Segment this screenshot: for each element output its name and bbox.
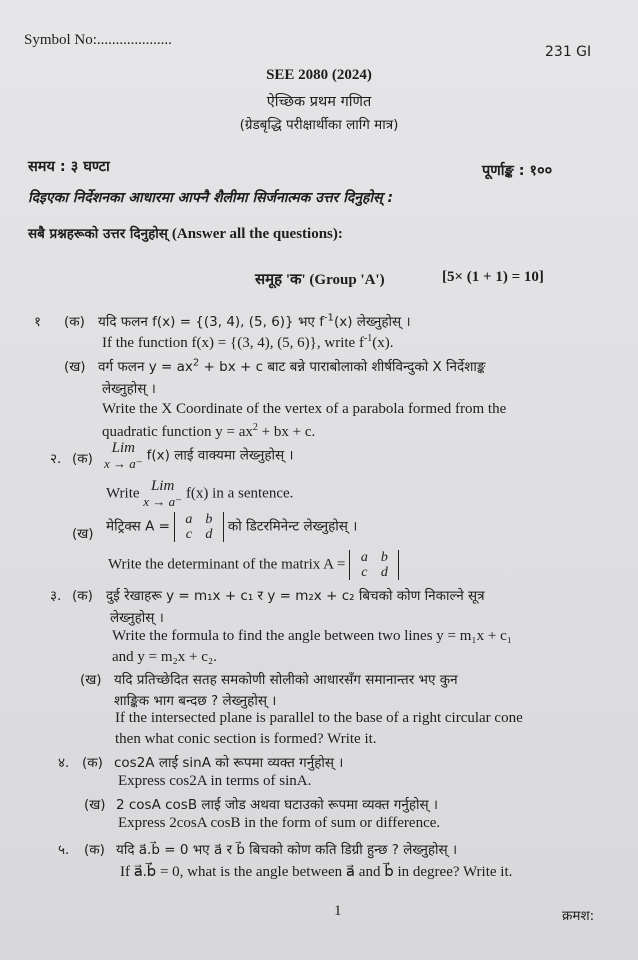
q3b-label: (ख) xyxy=(80,672,102,688)
q1a-en: If the function f(x) = {(3, 4), (5, 6)}, write $f^{-1}(x)$. xyxy=(102,333,394,351)
q3a-np-line2: लेख्नुहोस् । xyxy=(110,610,164,626)
q3b-np-line1: यदि प्रतिच्छेदित सतह समकोणी सोलीको आधारसँग समानान्तर भए कुन xyxy=(114,672,458,688)
limit-notation-en: Lim x → a⁻ xyxy=(143,478,182,509)
page-number: 1 xyxy=(334,903,342,919)
q4b-en: Express 2cosA cosB in the form of sum or difference. xyxy=(118,815,441,831)
q2a-en: Write Lim x → a⁻f(x) in a sentence. xyxy=(106,478,294,509)
q1a-np: यदि फलन f(x) = {(3, 4), (5, 6)} भए $f^{-1}(x)$ लेख्नुहोस् । xyxy=(98,312,411,330)
q2a-np: Lim x → a⁻ f(x) लाई वाक्यमा लेख्नुहोस् । xyxy=(104,440,294,471)
q3a-en-line2: and y = m₂x + c₂. xyxy=(112,649,217,665)
exam-note: (ग्रेडबृद्धि परीक्षार्थीका लागि मात्र) xyxy=(239,117,399,133)
answer-all-np: सबै प्रश्नहरूको उत्तर दिनुहोस् xyxy=(28,226,168,242)
q3a-label: (क) xyxy=(72,588,93,604)
symbol-number: Symbol No:.................... xyxy=(24,32,172,48)
q3-number: ३. xyxy=(50,588,62,604)
time-limit: समय : ३ घण्टा xyxy=(28,159,110,175)
answer-all xyxy=(28,224,343,243)
q4a-en: Express cos2A in terms of sinA. xyxy=(118,773,312,789)
matrix-a-en: a b c d xyxy=(349,550,399,580)
subject-title: ऐच्छिक प्रथम गणित xyxy=(266,94,372,110)
q2b-en: Write the determinant of the matrix A = a b c d xyxy=(108,550,399,580)
q4b-np: 2 cosA cosB लाई जोड अथवा घटाउको रूपमा व्यक्त गर्नुहोस् । xyxy=(116,797,439,813)
q5a-en: If a⃗.b⃗ = 0, what is the angle between a⃗ and b⃗ in degree? Write it. xyxy=(120,864,513,880)
q1b-np-line2: लेख्नुहोस् । xyxy=(102,381,156,397)
q4a-label: (क) xyxy=(82,755,103,771)
q4-number: ४. xyxy=(58,755,70,771)
q5a-label: (क) xyxy=(84,842,105,858)
q2-number: २. xyxy=(50,451,62,467)
group-title: समूह 'क' (Group 'A') xyxy=(255,272,385,288)
q2b-label: (ख) xyxy=(72,526,94,542)
continued-label: क्रमश: xyxy=(562,908,595,924)
q5a-np: यदि a⃗.b⃗ = 0 भए a⃗ र b⃗ बिचको कोण कति डिग्री हुन्छ ? लेख्नुहोस् । xyxy=(116,842,458,858)
q3b-np-line2: शाङ्किक भाग बन्दछ ? लेख्नुहोस् । xyxy=(114,693,277,709)
q2a-label: (क) xyxy=(72,451,93,467)
exam-title: SEE 2080 (2024) xyxy=(266,67,372,83)
q3b-en-line1: If the intersected plane is parallel to the base of a right circular cone xyxy=(115,710,523,726)
q2b-np: मेट्रिक्स A = a b c d को डिटरमिनेन्ट लेख्नुहोस् । xyxy=(106,512,358,542)
matrix-a: a b c d xyxy=(174,512,224,542)
q4b-label: (ख) xyxy=(84,797,106,813)
limit-notation: Lim x → a⁻ xyxy=(104,440,143,471)
q3a-en-line1: Write the formula to find the angle between two lines y = m₁x + c₁ xyxy=(112,628,512,644)
q1-number: १ xyxy=(34,314,42,330)
instruction: दिइएका निर्देशनका आधारमा आफ्नै शैलीमा सिर्जनात्मक उत्तर दिनुहोस् : xyxy=(28,190,394,206)
full-marks: पूर्णाङ्क : १०० xyxy=(482,163,553,179)
q5-number: ५. xyxy=(58,842,70,858)
q3a-np-line1: दुई रेखाहरू y = m₁x + c₁ र y = m₂x + c₂ बिचको कोण निकाल्ने सूत्र xyxy=(106,588,485,604)
q4a-np: cos2A लाई sinA को रूपमा व्यक्त गर्नुहोस् । xyxy=(114,755,344,771)
q1b-en-line2: quadratic function $y = ax^2$ + bx + c. xyxy=(102,422,316,440)
group-marks: [5× (1 + 1) = 10] xyxy=(442,269,544,285)
q1b-label: (ख) xyxy=(64,359,86,375)
paper-code: 231 GI xyxy=(545,44,592,60)
q1b-np-line1: वर्ग फलन $y = ax^2$ + bx + c बाट बन्ने पाराबोलाको शीर्षविन्दुको X निर्देशाङ्क xyxy=(98,357,486,375)
q1a-label: (क) xyxy=(64,314,85,330)
answer-all-en: (Answer all the questions): xyxy=(171,226,343,242)
q3b-en-line2: then what conic section is formed? Write it. xyxy=(115,731,377,747)
q1b-en-line1: Write the X Coordinate of the vertex of a parabola formed from the xyxy=(102,401,507,417)
